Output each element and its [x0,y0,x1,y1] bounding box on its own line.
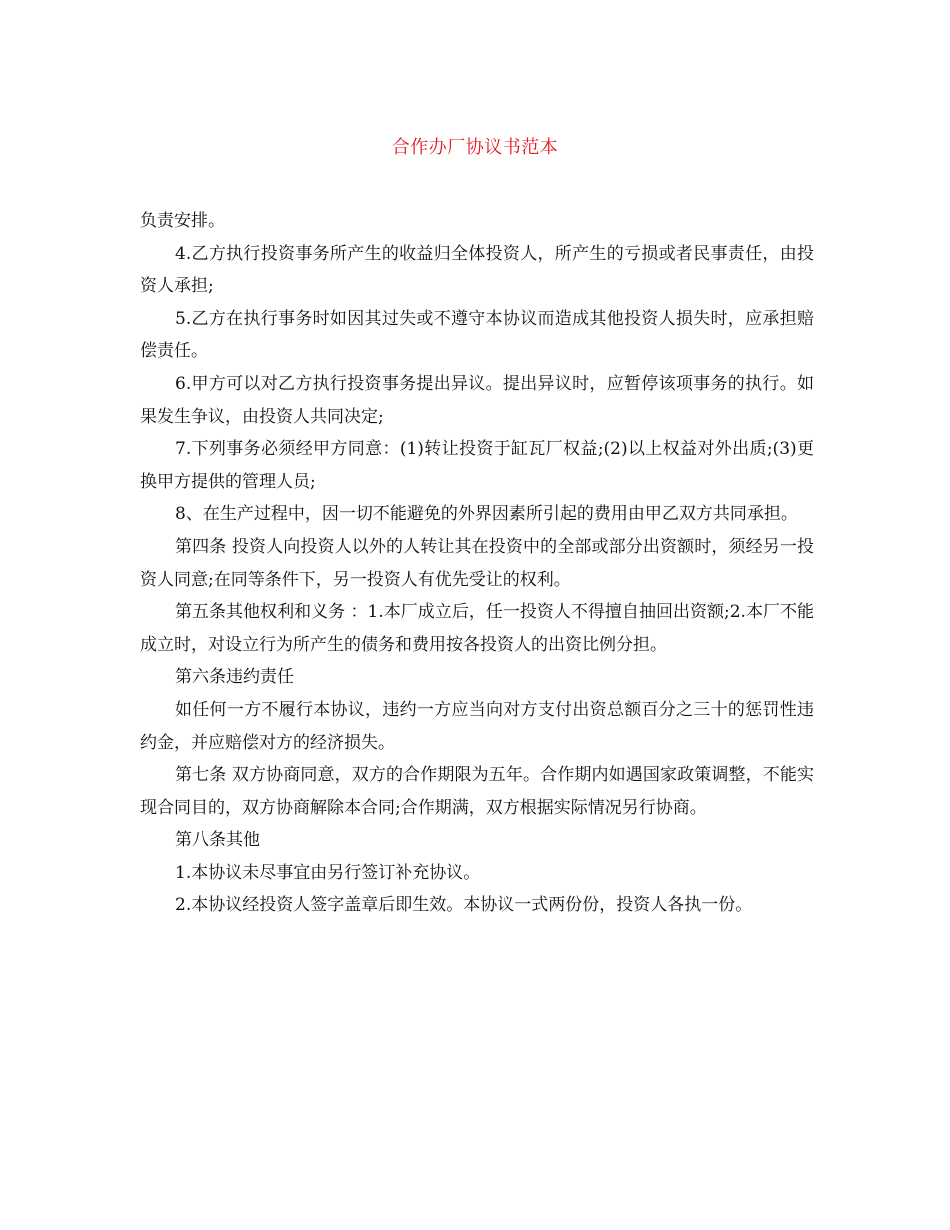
section-heading: 第八条其他 [175,830,260,851]
paragraph: 2.本协议经投资人签字盖章后即生效。本协议一式两份份，投资人各执一份。 [175,895,753,916]
document-body [140,205,814,922]
paragraph: 6.甲方可以对乙方执行投资事务提出异议。提出异议时，应暂停该项事务的执行。如果发生争议，由投资人共同决定; [140,373,814,427]
section-heading: 第六条违约责任 [175,667,294,688]
paragraph: 负责安排。 [140,211,225,231]
paragraph: 第七条 双方协商同意，双方的合作期限为五年。合作期内如遇国家政策调整，不能实现合同目的，双方协商解除本合同;合作期满，双方根据实际情况另行协商。 [140,765,814,818]
paragraph: 8、在生产过程中，因一切不能避免的外界因素所引起的费用由甲乙双方共同承担。 [175,504,798,525]
paragraph: 第五条其他权利和义务 ：1.本厂成立后，任一投资人不得擅自抽回出资额;2.本厂不能成立时，对设立行为所产生的债务和费用按各投资人的出资比例分担。 [140,602,814,655]
paragraph: 7.下列事务必须经甲方同意：(1)转让投资于缸瓦厂权益;(2)以上权益对外出质;(3)更换甲方提供的管理人员; [140,439,814,492]
paragraph: 1.本协议未尽事宜由另行签订补充协议。 [175,862,481,883]
document-title: 合作办厂协议书范本 [391,137,559,158]
paragraph: 5.乙方在执行事务时如因其过失或不遵守本协议而造成其他投资人损失时，应承担赔偿责任。 [140,308,814,362]
paragraph: 如任何一方不履行本协议，违约一方应当向对方支付出资总额百分之三十的惩罚性违约金，并应赔偿对方的经济损失。 [140,699,814,753]
paragraph: 第四条 投资人向投资人以外的人转让其在投资中的全部或部分出资额时，须经另一投资人同意;在同等条件下，另一投资人有优先受让的权利。 [140,536,814,590]
paragraph: 4.乙方执行投资事务所产生的收益归全体投资人，所产生的亏损或者民事责任，由投资人承担; [140,243,814,297]
